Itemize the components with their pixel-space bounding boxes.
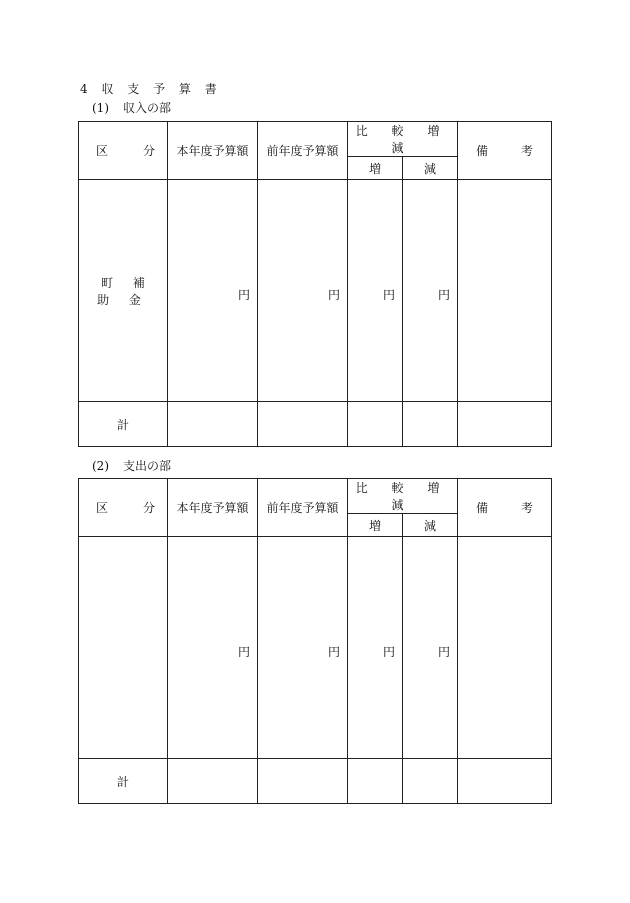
current-budget-cell[interactable] bbox=[168, 537, 258, 759]
row-item-label bbox=[119, 641, 127, 655]
expense-section-label: 支出の部 bbox=[123, 459, 172, 473]
comparison-header: 比 較 増 減 bbox=[348, 479, 458, 514]
unit-label: 円 bbox=[327, 287, 340, 302]
decrease-header: 減 bbox=[403, 514, 458, 537]
expense-section-heading bbox=[92, 457, 171, 474]
comparison-header: 比 較 増 減 bbox=[348, 122, 458, 157]
kubun-cell bbox=[79, 180, 168, 402]
unit-label: 円 bbox=[382, 287, 395, 302]
total-decrease-cell[interactable] bbox=[403, 759, 458, 804]
unit-label: 円 bbox=[382, 644, 395, 659]
total-increase-cell[interactable] bbox=[348, 759, 403, 804]
current-budget-header: 本年度予算額 bbox=[168, 479, 258, 537]
income-table bbox=[78, 121, 552, 447]
total-previous-cell[interactable] bbox=[258, 402, 348, 447]
increase-cell[interactable] bbox=[348, 180, 403, 402]
increase-header: 増 bbox=[348, 157, 403, 180]
previous-budget-header: 前年度予算額 bbox=[258, 479, 348, 537]
total-row bbox=[79, 402, 552, 447]
total-decrease-cell[interactable] bbox=[403, 402, 458, 447]
current-budget-cell[interactable] bbox=[168, 180, 258, 402]
table-row bbox=[79, 180, 552, 402]
decrease-header: 減 bbox=[403, 157, 458, 180]
kubun-cell[interactable] bbox=[79, 537, 168, 759]
unit-label: 円 bbox=[237, 644, 250, 659]
previous-budget-cell[interactable] bbox=[258, 537, 348, 759]
total-remarks-cell[interactable] bbox=[458, 759, 552, 804]
total-label: 計 bbox=[79, 402, 168, 447]
income-section-number: (1) bbox=[92, 101, 109, 115]
kubun-header: 区 分 bbox=[79, 122, 168, 180]
document-title: 4 収 支 予 算 書 bbox=[80, 82, 222, 96]
unit-label: 円 bbox=[438, 287, 451, 302]
total-label: 計 bbox=[79, 759, 168, 804]
total-remarks-cell[interactable] bbox=[458, 402, 552, 447]
previous-budget-cell[interactable] bbox=[258, 180, 348, 402]
unit-label: 円 bbox=[327, 644, 340, 659]
income-section-label: 収入の部 bbox=[123, 101, 172, 115]
unit-label: 円 bbox=[237, 287, 250, 302]
remarks-header: 備 考 bbox=[458, 479, 552, 537]
remarks-cell[interactable] bbox=[458, 537, 552, 759]
decrease-cell[interactable] bbox=[403, 180, 458, 402]
total-current-cell[interactable] bbox=[168, 759, 258, 804]
previous-budget-header: 前年度予算額 bbox=[258, 122, 348, 180]
remarks-cell[interactable] bbox=[458, 180, 552, 402]
total-increase-cell[interactable] bbox=[348, 402, 403, 447]
total-row bbox=[79, 759, 552, 804]
current-budget-header: 本年度予算額 bbox=[168, 122, 258, 180]
increase-cell[interactable] bbox=[348, 537, 403, 759]
increase-header: 増 bbox=[348, 514, 403, 537]
total-previous-cell[interactable] bbox=[258, 759, 348, 804]
decrease-cell[interactable] bbox=[403, 537, 458, 759]
table-row bbox=[79, 537, 552, 759]
income-section-heading bbox=[92, 99, 171, 116]
total-current-cell[interactable] bbox=[168, 402, 258, 447]
remarks-header: 備 考 bbox=[458, 122, 552, 180]
row-item-label: 町 補 助 金 bbox=[97, 275, 153, 307]
expense-table bbox=[78, 478, 552, 804]
expense-section-number: (2) bbox=[92, 459, 109, 473]
unit-label: 円 bbox=[438, 644, 451, 659]
kubun-header: 区 分 bbox=[79, 479, 168, 537]
